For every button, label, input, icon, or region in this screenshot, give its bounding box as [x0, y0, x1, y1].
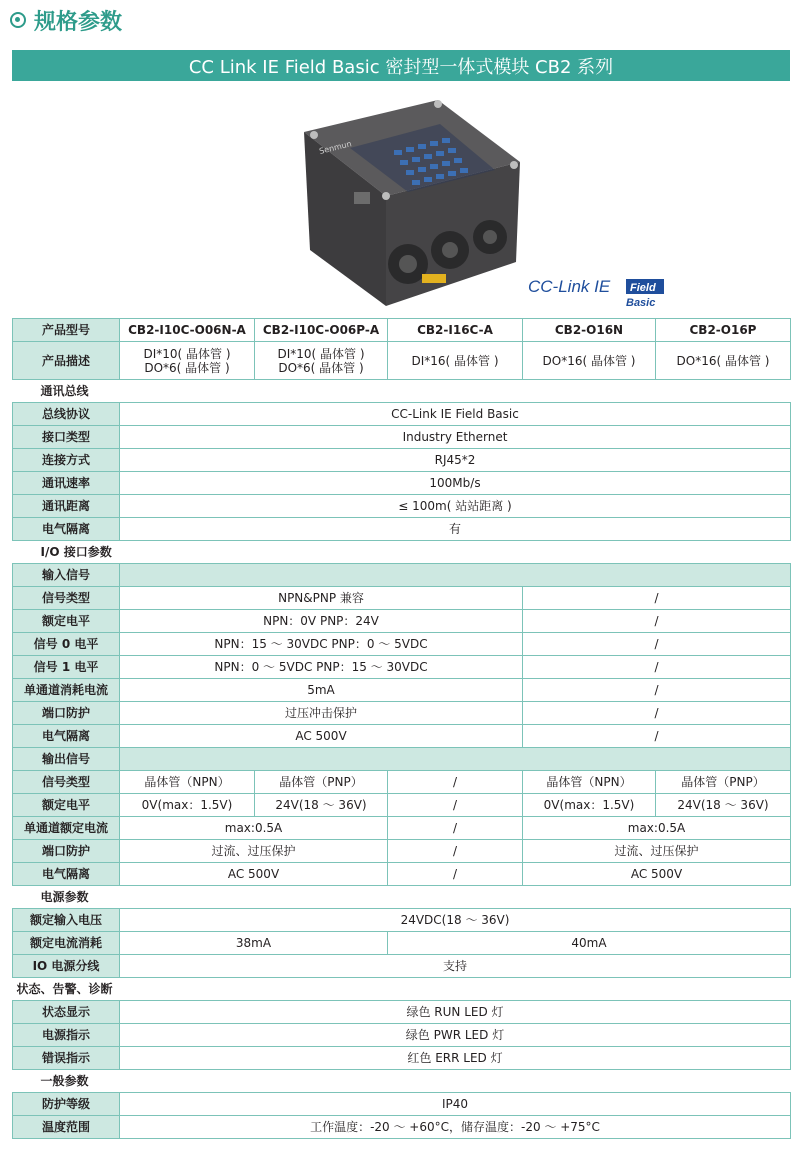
row-label: 产品描述 — [13, 342, 120, 380]
value-cell: AC 500V — [120, 863, 388, 886]
value-cell: 过流、过压保护 — [120, 840, 388, 863]
table-row — [13, 702, 791, 725]
value-cell: / — [523, 587, 791, 610]
value-cell: NPN：0V PNP：24V — [120, 610, 523, 633]
row-label: 输入信号 — [13, 564, 120, 587]
value-cell: NPN&PNP 兼容 — [120, 587, 523, 610]
value-cell: 支持 — [120, 955, 791, 978]
row-label: 电气隔离 — [13, 725, 120, 748]
value-cell: 0V(max：1.5V) — [523, 794, 656, 817]
description-cell: DI*10( 晶体管 ) DO*6( 晶体管 ) — [120, 342, 255, 380]
section-heading — [10, 4, 122, 36]
model-cell: CB2-I16C-A — [388, 319, 523, 342]
spec-table — [12, 318, 791, 1139]
value-cell: 绿色 PWR LED 灯 — [120, 1024, 791, 1047]
table-row — [13, 794, 791, 817]
description-cell: DO*16( 晶体管 ) — [523, 342, 656, 380]
value-cell: NPN：15 ～ 30VDC PNP：0 ～ 5VDC — [120, 633, 523, 656]
value-cell: I/O 接口参数 — [13, 541, 791, 564]
row-label: 端口防护 — [13, 702, 120, 725]
rj45-port — [354, 192, 370, 204]
table-row — [13, 932, 791, 955]
row-label: 信号类型 — [13, 587, 120, 610]
row-label: 总线协议 — [13, 403, 120, 426]
table-row — [13, 449, 791, 472]
value-cell: 晶体管（NPN） — [523, 771, 656, 794]
value-cell: / — [388, 771, 523, 794]
value-cell: 晶体管（PNP） — [656, 771, 791, 794]
value-cell: 38mA — [120, 932, 388, 955]
product-image — [290, 92, 530, 312]
table-row — [13, 909, 791, 932]
value-cell: max:0.5A — [523, 817, 791, 840]
row-label: 状态显示 — [13, 1001, 120, 1024]
value-cell: 24VDC(18 ～ 36V) — [120, 909, 791, 932]
row-label: 防护等级 — [13, 1093, 120, 1116]
table-row — [13, 1093, 791, 1116]
table-row — [13, 472, 791, 495]
value-cell: 通讯总线 — [13, 380, 791, 403]
row-label: 额定电平 — [13, 610, 120, 633]
value-cell: 状态、告警、诊断 — [13, 978, 791, 1001]
value-cell: / — [523, 725, 791, 748]
row-label: 通讯距离 — [13, 495, 120, 518]
value-cell: / — [523, 633, 791, 656]
din-clip — [422, 274, 446, 283]
value-cell: 24V(18 ～ 36V) — [255, 794, 388, 817]
table-row — [13, 426, 791, 449]
row-label: 温度范围 — [13, 1116, 120, 1139]
value-cell: 100Mb/s — [120, 472, 791, 495]
row-label: 信号 1 电平 — [13, 656, 120, 679]
model-row — [13, 319, 791, 342]
table-row — [13, 955, 791, 978]
value-cell: AC 500V — [120, 725, 523, 748]
model-cell: CB2-O16P — [656, 319, 791, 342]
section-header-io — [13, 541, 791, 564]
row-label: 端口防护 — [13, 840, 120, 863]
value-cell: 5mA — [120, 679, 523, 702]
row-label: 电源指示 — [13, 1024, 120, 1047]
row-label: 信号类型 — [13, 771, 120, 794]
row-label: 额定电平 — [13, 794, 120, 817]
value-cell: / — [523, 702, 791, 725]
table-row — [13, 610, 791, 633]
value-cell: / — [388, 863, 523, 886]
table-row — [13, 518, 791, 541]
row-label: 通讯速率 — [13, 472, 120, 495]
value-cell: 24V(18 ～ 36V) — [656, 794, 791, 817]
value-cell: max:0.5A — [120, 817, 388, 840]
value-cell: 绿色 RUN LED 灯 — [120, 1001, 791, 1024]
value-cell: 40mA — [388, 932, 791, 955]
row-label — [120, 748, 791, 771]
value-cell: / — [388, 840, 523, 863]
row-label: 产品型号 — [13, 319, 120, 342]
table-row — [13, 863, 791, 886]
table-row — [13, 495, 791, 518]
value-cell: 过压冲击保护 — [120, 702, 523, 725]
table-row — [13, 817, 791, 840]
description-cell: DI*10( 晶体管 ) DO*6( 晶体管 ) — [255, 342, 388, 380]
value-cell: / — [388, 817, 523, 840]
table-row — [13, 771, 791, 794]
table-row — [13, 1001, 791, 1024]
value-cell: 工作温度：-20 ～ +60°C，储存温度：-20 ～ +75°C — [120, 1116, 791, 1139]
value-cell: 红色 ERR LED 灯 — [120, 1047, 791, 1070]
value-cell: NPN：0 ～ 5VDC PNP：15 ～ 30VDC — [120, 656, 523, 679]
value-cell: 晶体管（PNP） — [255, 771, 388, 794]
table-row — [13, 725, 791, 748]
model-cell: CB2-I10C-O06P-A — [255, 319, 388, 342]
subsection-input — [13, 564, 791, 587]
row-label — [120, 564, 791, 587]
cclink-ie-field-basic-logo — [528, 272, 668, 312]
logo-basic-text: Basic — [626, 297, 656, 309]
table-row — [13, 1047, 791, 1070]
value-cell: 有 — [120, 518, 791, 541]
series-banner — [12, 50, 790, 81]
series-banner-title: CC Link IE Field Basic 密封型一体式模块 CB2 系列 — [188, 56, 614, 78]
row-label: IO 电源分线 — [13, 955, 120, 978]
value-cell: / — [523, 610, 791, 633]
value-cell: CC-Link IE Field Basic — [120, 403, 791, 426]
table-row — [13, 840, 791, 863]
row-label: 输出信号 — [13, 748, 120, 771]
description-cell: DI*16( 晶体管 ) — [388, 342, 523, 380]
row-label: 额定输入电压 — [13, 909, 120, 932]
table-row — [13, 587, 791, 610]
value-cell: 一般参数 — [13, 1070, 791, 1093]
table-row — [13, 1024, 791, 1047]
description-cell: DO*16( 晶体管 ) — [656, 342, 791, 380]
model-cell: CB2-I10C-O06N-A — [120, 319, 255, 342]
table-row — [13, 679, 791, 702]
value-cell: 电源参数 — [13, 886, 791, 909]
table-row — [13, 1116, 791, 1139]
row-label: 电气隔离 — [13, 518, 120, 541]
logo-field-text: Field — [630, 282, 656, 294]
subsection-output — [13, 748, 791, 771]
row-label: 单通道消耗电流 — [13, 679, 120, 702]
table-row — [13, 403, 791, 426]
value-cell: 过流、过压保护 — [523, 840, 791, 863]
value-cell: 晶体管（NPN） — [120, 771, 255, 794]
section-header-power — [13, 886, 791, 909]
value-cell: ≤ 100m( 站站距离 ) — [120, 495, 791, 518]
brand-label: Senmun — [318, 139, 353, 156]
value-cell: 0V(max：1.5V) — [120, 794, 255, 817]
row-label: 连接方式 — [13, 449, 120, 472]
value-cell: IP40 — [120, 1093, 791, 1116]
row-label: 单通道额定电流 — [13, 817, 120, 840]
logo-main-text: CC-Link IE — [528, 277, 611, 296]
value-cell: RJ45*2 — [120, 449, 791, 472]
value-cell: AC 500V — [523, 863, 791, 886]
section-header-comm — [13, 380, 791, 403]
description-row — [13, 342, 791, 380]
value-cell: / — [523, 656, 791, 679]
table-row — [13, 656, 791, 679]
section-heading-title: 规格参数 — [34, 9, 123, 35]
value-cell: Industry Ethernet — [120, 426, 791, 449]
table-row — [13, 633, 791, 656]
row-label: 电气隔离 — [13, 863, 120, 886]
row-label: 额定电流消耗 — [13, 932, 120, 955]
value-cell: / — [388, 794, 523, 817]
model-cell: CB2-O16N — [523, 319, 656, 342]
row-label: 信号 0 电平 — [13, 633, 120, 656]
row-label: 错误指示 — [13, 1047, 120, 1070]
value-cell: / — [523, 679, 791, 702]
section-header-general — [13, 1070, 791, 1093]
section-header-status — [13, 978, 791, 1001]
row-label: 接口类型 — [13, 426, 120, 449]
circle-bullet-icon — [10, 12, 26, 28]
